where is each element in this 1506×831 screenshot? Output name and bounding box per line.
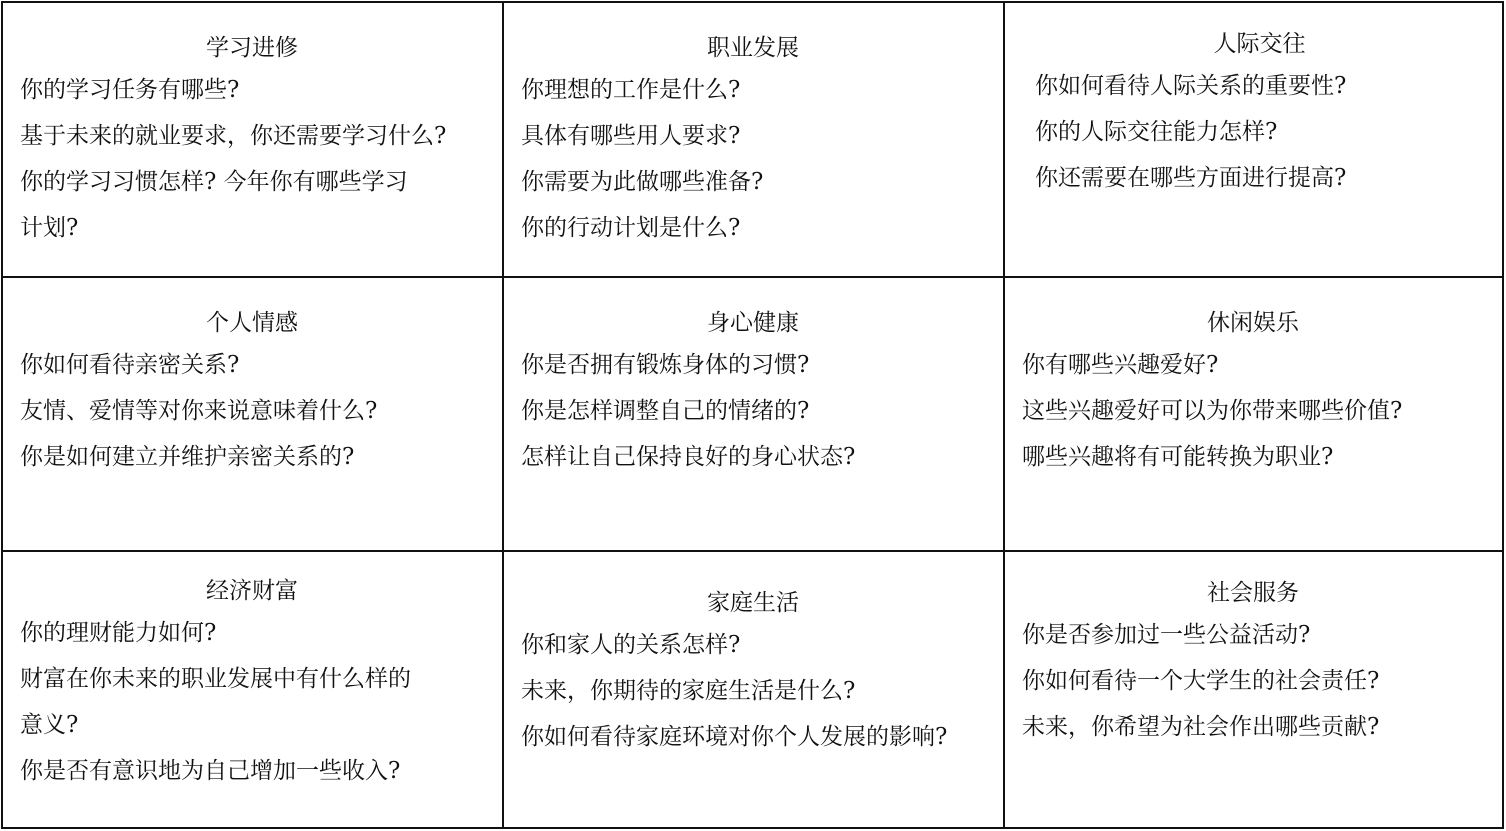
question-list: [20, 342, 496, 480]
question: 这些兴趣爱好可以为你带来哪些价值?: [1022, 398, 1403, 424]
cell-title: 学习进修: [206, 35, 298, 61]
question: 你需要为此做哪些准备?: [521, 169, 764, 195]
question: 你是如何建立并维护亲密关系的?: [20, 444, 355, 470]
question: 你是否参加过一些公益活动?: [1022, 622, 1311, 648]
reflection-grid: [1, 1, 1504, 829]
cell-career: [504, 3, 1005, 278]
question: 友情、爱情等对你来说意味着什么?: [20, 398, 378, 424]
question: 意义?: [20, 712, 79, 738]
question: 你和家人的关系怎样?: [521, 632, 741, 658]
question: 你理想的工作是什么?: [521, 77, 741, 103]
question: 财富在你未来的职业发展中有什么样的: [20, 666, 411, 692]
cell-title: 家庭生活: [707, 590, 799, 616]
cell-wealth: [3, 552, 504, 827]
question: 你如何看待家庭环境对你个人发展的影响?: [521, 724, 948, 750]
cell-social: [1005, 3, 1502, 278]
question-list: [521, 67, 997, 251]
question: 你如何看待亲密关系?: [20, 352, 240, 378]
question: 怎样让自己保持良好的身心状态?: [521, 444, 856, 470]
question: 未来，你希望为社会作出哪些贡献?: [1022, 714, 1380, 740]
question: 计划?: [20, 215, 79, 241]
question: 你的行动计划是什么?: [521, 215, 741, 241]
cell-leisure: [1005, 278, 1502, 552]
question: 你是怎样调整自己的情绪的?: [521, 398, 810, 424]
question: 你还需要在哪些方面进行提高?: [1035, 165, 1347, 191]
cell-title: 休闲娱乐: [1207, 310, 1299, 336]
question-list: [521, 342, 997, 480]
cell-title: 经济财富: [206, 578, 298, 604]
question: 你的理财能力如何?: [20, 620, 217, 646]
question: 你如何看待人际关系的重要性?: [1035, 73, 1347, 99]
question: 你的学习习惯怎样? 今年你有哪些学习: [20, 169, 408, 195]
question: 你是否拥有锻炼身体的习惯?: [521, 352, 810, 378]
question: 未来，你期待的家庭生活是什么?: [521, 678, 856, 704]
cell-emotion: [3, 278, 504, 552]
question: 你是否有意识地为自己增加一些收入?: [20, 758, 401, 784]
cell-title: 人际交往: [1213, 31, 1306, 57]
question-list: [1022, 612, 1496, 750]
cell-health: [504, 278, 1005, 552]
cell-title: 个人情感: [206, 310, 298, 336]
question-list: [521, 622, 997, 760]
cell-title: 社会服务: [1207, 580, 1299, 606]
question: 你如何看待一个大学生的社会责任?: [1022, 668, 1380, 694]
question: 哪些兴趣将有可能转换为职业?: [1022, 444, 1334, 470]
cell-study: [3, 3, 504, 278]
question: 具体有哪些用人要求?: [521, 123, 741, 149]
question-list: [20, 610, 496, 794]
question: 你的学习任务有哪些?: [20, 77, 240, 103]
cell-title: 职业发展: [707, 35, 799, 61]
question: 基于未来的就业要求，你还需要学习什么?: [20, 123, 447, 149]
question: 你有哪些兴趣爱好?: [1022, 352, 1219, 378]
question: 你的人际交往能力怎样?: [1035, 119, 1278, 145]
cell-title: 身心健康: [707, 310, 799, 336]
question-list: [20, 67, 496, 251]
cell-service: [1005, 552, 1502, 827]
question-list: [1022, 342, 1496, 480]
cell-family: [504, 552, 1005, 827]
question-list: [1035, 63, 1496, 201]
